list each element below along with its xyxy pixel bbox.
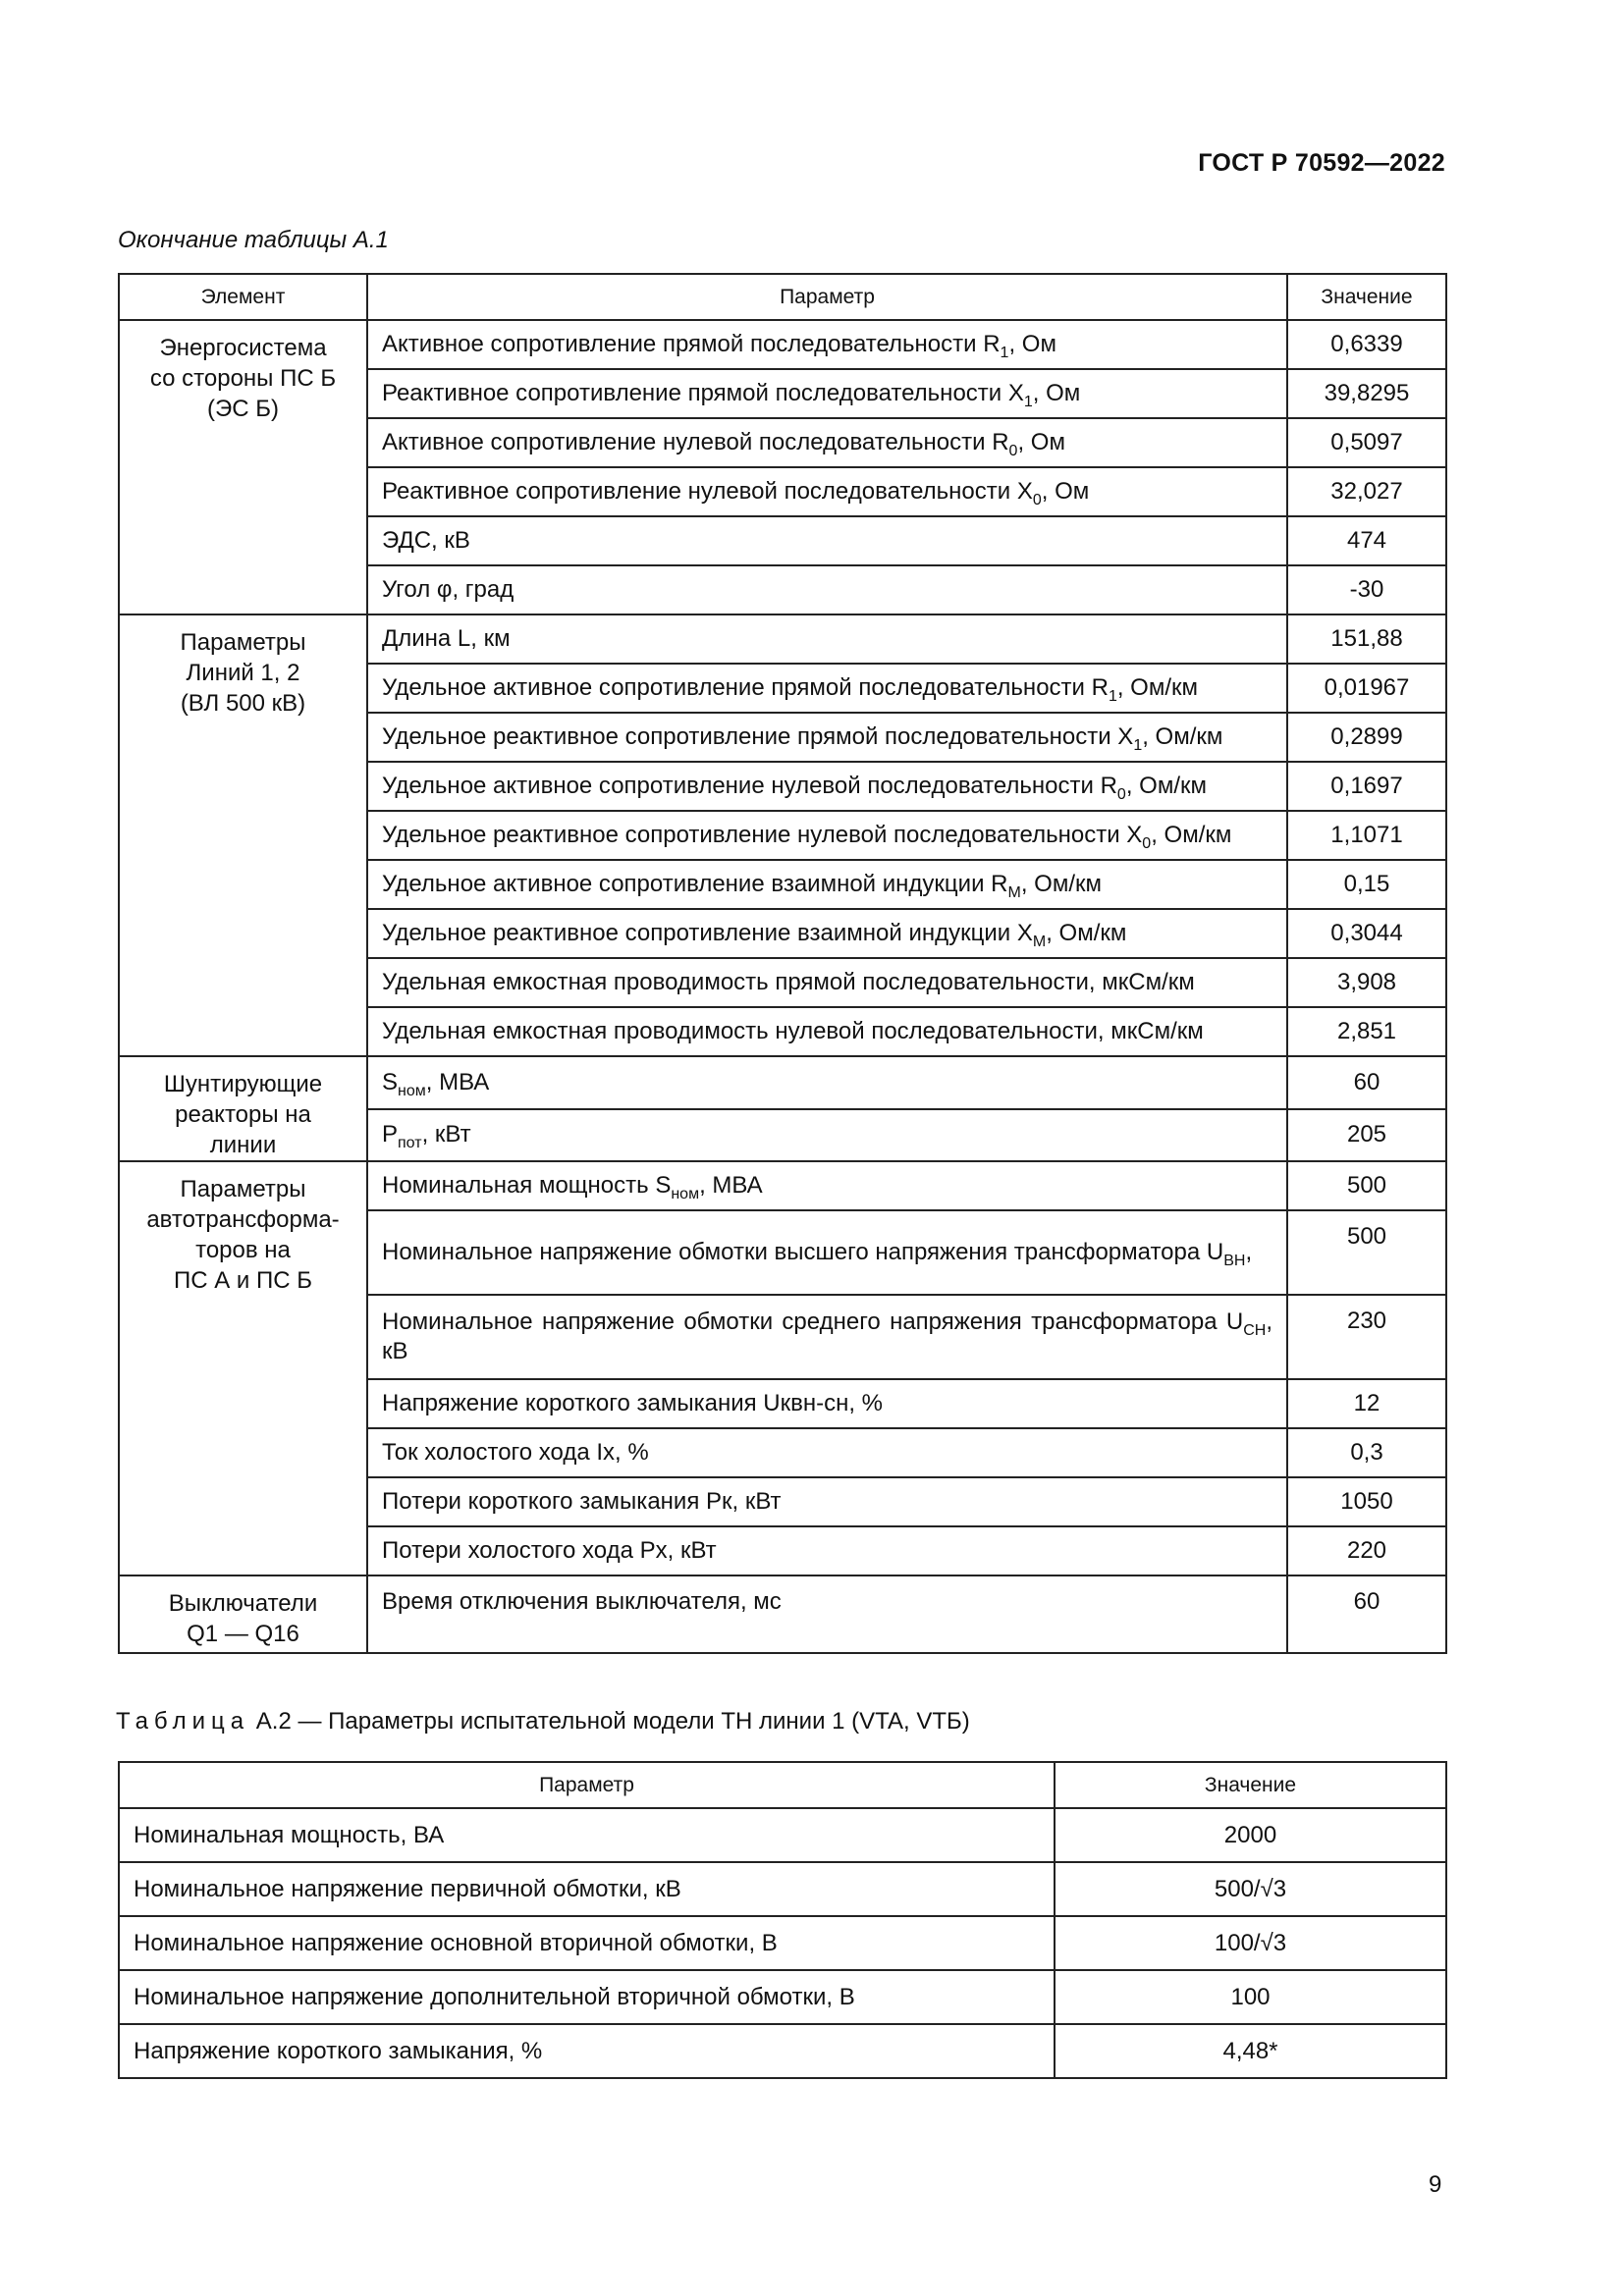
parameter-cell: Удельное реактивное сопротивление взаимной индукции $X_M$, Ом/км	[367, 909, 1287, 958]
value-cell: 2,851	[1287, 1007, 1446, 1056]
value-cell: 205	[1287, 1109, 1446, 1162]
value-cell: 60	[1287, 1575, 1446, 1653]
parameter-cell: Удельная емкостная проводимость нулевой последовательности, мкСм/км	[367, 1007, 1287, 1056]
value-cell: 60	[1287, 1056, 1446, 1109]
element-cell: Параметры автотрансформа- торов на ПС А и ПС Б	[119, 1161, 367, 1575]
parameter-cell: Удельное активное сопротивление взаимной индукции $R_M$, Ом/км	[367, 860, 1287, 909]
parameter-cell: Реактивное сопротивление нулевой последовательности $X_0$, Ом	[367, 467, 1287, 516]
value-cell: 0,5097	[1287, 418, 1446, 467]
parameter-cell: Удельное реактивное сопротивление прямой последовательности $X_1$, Ом/км	[367, 713, 1287, 762]
table-header-row	[119, 1762, 1446, 1808]
value-cell: 1,1071	[1287, 811, 1446, 860]
table2-caption	[116, 1708, 970, 1735]
table-a2	[118, 1761, 1447, 2079]
table-row	[119, 1808, 1446, 1862]
element-cell: Параметры Линий 1, 2 (ВЛ 500 кВ)	[119, 614, 367, 1056]
parameter-cell: Реактивное сопротивление прямой последовательности $X_1$, Ом	[367, 369, 1287, 418]
table-row	[119, 1916, 1446, 1970]
table-row	[119, 1575, 1446, 1653]
value-cell: 3,908	[1287, 958, 1446, 1007]
table1-caption: Окончание таблицы А.1	[118, 227, 389, 253]
table-row	[119, 320, 1446, 369]
value-cell: 500	[1287, 1210, 1446, 1295]
parameter-cell: Напряжение короткого замыкания, %	[119, 2024, 1055, 2078]
table-row	[119, 614, 1446, 664]
parameter-cell: Угол φ, град	[367, 565, 1287, 614]
parameter-cell: Длина L, км	[367, 614, 1287, 664]
value-cell: -30	[1287, 565, 1446, 614]
header-parameter: Параметр	[119, 1762, 1055, 1808]
parameter-cell: Удельное активное сопротивление прямой последовательности $R_1$, Ом/км	[367, 664, 1287, 713]
value-cell: 0,15	[1287, 860, 1446, 909]
table-row	[119, 2024, 1446, 2078]
parameter-cell: Удельное реактивное сопротивление нулевой последовательности $X_0$, Ом/км	[367, 811, 1287, 860]
value-cell: 0,2899	[1287, 713, 1446, 762]
value-cell: 32,027	[1287, 467, 1446, 516]
parameter-cell: Активное сопротивление нулевой последовательности $R_0$, Ом	[367, 418, 1287, 467]
parameter-cell: ЭДС, кВ	[367, 516, 1287, 565]
parameter-cell: Время отключения выключателя, мс	[367, 1575, 1287, 1653]
parameter-cell: Номинальное напряжение дополнительной вторичной обмотки, В	[119, 1970, 1055, 2024]
value-cell: 0,3044	[1287, 909, 1446, 958]
value-cell: 220	[1287, 1526, 1446, 1575]
parameter-cell: Удельное активное сопротивление нулевой последовательности $R_0$, Ом/км	[367, 762, 1287, 811]
value-cell: 230	[1287, 1295, 1446, 1379]
parameter-cell: Номинальное напряжение обмотки среднего напряжения трансформатора $U_{СН}$, кВ	[367, 1295, 1287, 1379]
value-cell: 0,3	[1287, 1428, 1446, 1477]
parameter-cell: $P_{пот}$, кВт	[367, 1109, 1287, 1162]
parameter-cell: Номинальное напряжение основной вторичной обмотки, В	[119, 1916, 1055, 1970]
header-parameter: Параметр	[367, 274, 1287, 320]
parameter-cell: Потери холостого хода Рх, кВт	[367, 1526, 1287, 1575]
value-cell: 100	[1055, 1970, 1446, 2024]
document-id: ГОСТ Р 70592—2022	[1198, 149, 1445, 177]
value-cell: 39,8295	[1287, 369, 1446, 418]
header-value: Значение	[1055, 1762, 1446, 1808]
value-cell: 0,01967	[1287, 664, 1446, 713]
table-a1	[118, 273, 1447, 1654]
value-cell: 500/√3	[1055, 1862, 1446, 1916]
parameter-cell: Ток холостого хода Ix, %	[367, 1428, 1287, 1477]
header-element: Элемент	[119, 274, 367, 320]
value-cell: 100/√3	[1055, 1916, 1446, 1970]
value-cell: 0,1697	[1287, 762, 1446, 811]
parameter-cell: $S_{ном}$, МВА	[367, 1056, 1287, 1109]
value-cell: 4,48*	[1055, 2024, 1446, 2078]
parameter-cell: Номинальное напряжение первичной обмотки, кВ	[119, 1862, 1055, 1916]
table-row	[119, 1161, 1446, 1210]
parameter-cell: Напряжение короткого замыкания Uквн-сн, %	[367, 1379, 1287, 1428]
page-number: 9	[1429, 2171, 1442, 2198]
parameter-cell: Активное сопротивление прямой последовательности $R_1$, Ом	[367, 320, 1287, 369]
value-cell: 474	[1287, 516, 1446, 565]
table2-caption-label: Таблица	[116, 1708, 250, 1735]
value-cell: 500	[1287, 1161, 1446, 1210]
parameter-cell: Номинальное напряжение обмотки высшего напряжения трансформатора $U_{ВН}$,	[367, 1210, 1287, 1295]
table-header-row	[119, 274, 1446, 320]
value-cell: 12	[1287, 1379, 1446, 1428]
value-cell: 1050	[1287, 1477, 1446, 1526]
table2-caption-text: А.2 — Параметры испытательной модели ТН линии 1 (VTA, VTБ)	[249, 1708, 970, 1735]
parameter-cell: Номинальная мощность, ВА	[119, 1808, 1055, 1862]
parameter-cell: Удельная емкостная проводимость прямой последовательности, мкСм/км	[367, 958, 1287, 1007]
element-cell: Энергосистема со стороны ПС Б (ЭС Б)	[119, 320, 367, 614]
value-cell: 0,6339	[1287, 320, 1446, 369]
element-cell: Выключатели Q1 — Q16	[119, 1575, 367, 1653]
header-value: Значение	[1287, 274, 1446, 320]
element-cell: Шунтирующие реакторы на линии	[119, 1056, 367, 1161]
table-row	[119, 1862, 1446, 1916]
value-cell: 2000	[1055, 1808, 1446, 1862]
table-row	[119, 1056, 1446, 1109]
parameter-cell: Потери короткого замыкания Рк, кВт	[367, 1477, 1287, 1526]
value-cell: 151,88	[1287, 614, 1446, 664]
table-row	[119, 1970, 1446, 2024]
parameter-cell: Номинальная мощность $S_{ном}$, МВА	[367, 1161, 1287, 1210]
